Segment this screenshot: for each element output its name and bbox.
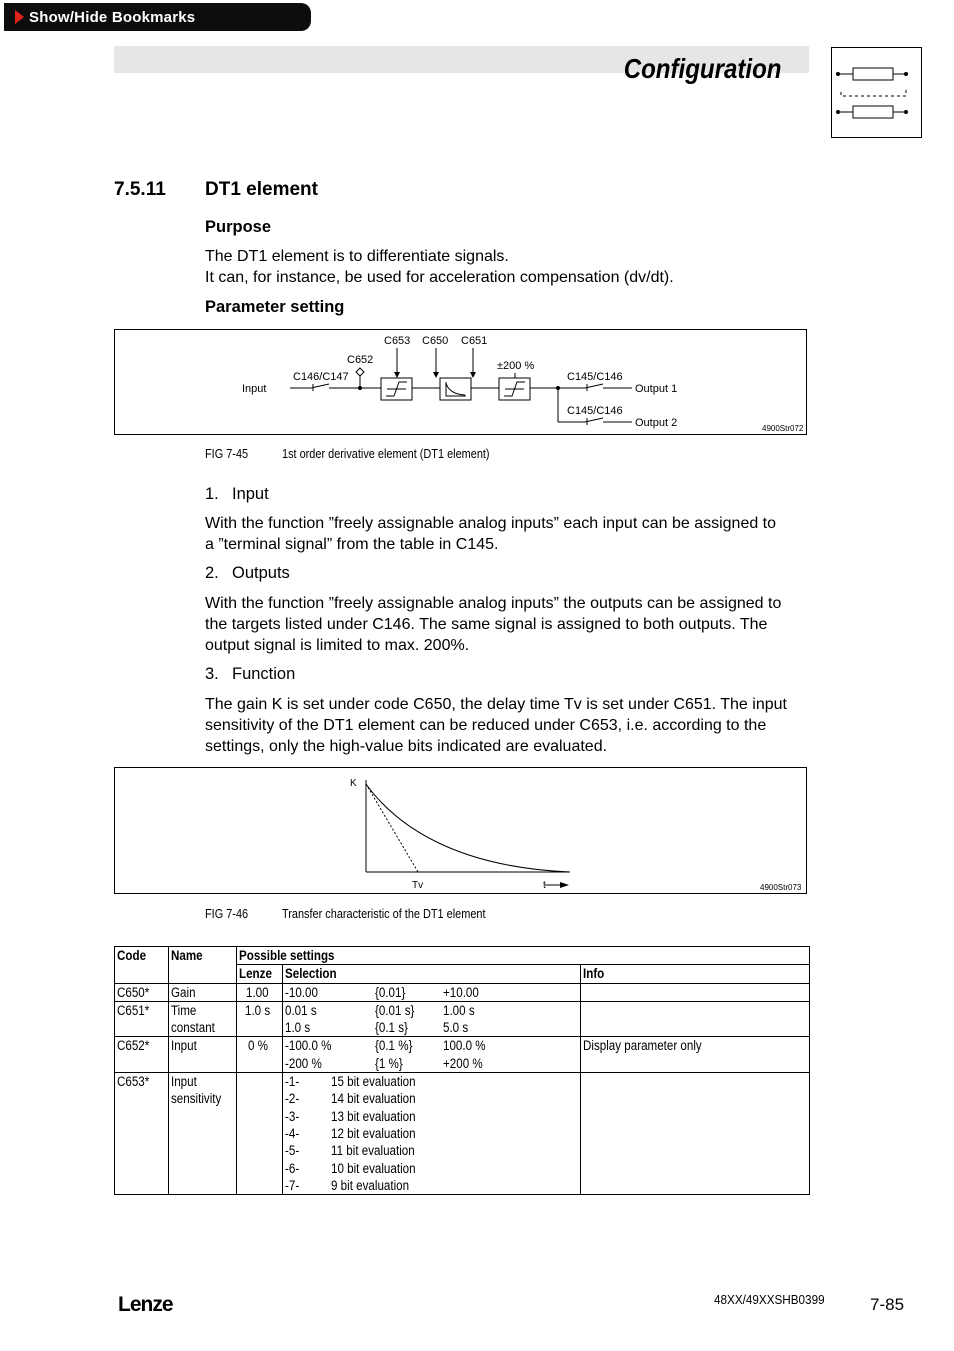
header-info: Info bbox=[580, 965, 809, 983]
purpose-text bbox=[205, 246, 809, 288]
header-lenze: Lenze bbox=[236, 965, 282, 983]
figure-caption-text: Transfer characteristic of the DT1 element bbox=[282, 906, 486, 921]
table-row bbox=[115, 1073, 810, 1195]
c145-c146-label: C145/C146 bbox=[567, 371, 623, 383]
purpose-heading: Purpose bbox=[205, 218, 272, 236]
tv-label: Tv bbox=[412, 880, 424, 891]
table-row bbox=[115, 1037, 810, 1073]
section-number: 7.5.11 bbox=[114, 179, 166, 200]
pm200-label: ±200 % bbox=[497, 360, 535, 372]
triangle-right-icon bbox=[15, 10, 24, 24]
name-cell: Time constant bbox=[168, 1001, 236, 1037]
c145-c146-label: C145/C146 bbox=[567, 405, 623, 417]
info-cell bbox=[580, 1001, 809, 1037]
figure-ref: 4900Str073 bbox=[760, 883, 802, 892]
lenze-cell: 0 % bbox=[236, 1037, 282, 1073]
step-heading bbox=[205, 665, 295, 684]
transfer-characteristic-figure bbox=[114, 767, 807, 894]
text-line: a ”terminal signal” from the table in C145. bbox=[205, 536, 499, 553]
figure-ref: 4900Str072 bbox=[762, 424, 804, 433]
table-row bbox=[115, 983, 810, 1001]
step-title: Input bbox=[232, 485, 269, 503]
figure-caption-number: FIG 7-45 bbox=[205, 446, 249, 461]
step-text bbox=[205, 694, 809, 757]
selection-cell: 0.01 s {0.01 s} 1.00 s 1.0 s {0.1 s} 5.0 s bbox=[282, 1001, 580, 1037]
text-line: sensitivity of the DT1 element can be reduced under C653, i.e. according to the bbox=[205, 717, 767, 734]
selection-cell: -1- 15 bit evaluation -2- 14 bit evaluation -3- 13 bit evaluation -4- 12 bit evaluation -5- 11 bit evaluation -6- 10 bit evaluation -7- 9 bit evaluation bbox=[282, 1073, 580, 1195]
figure-caption-number: FIG 7-46 bbox=[205, 906, 249, 921]
c650-label: C650 bbox=[422, 335, 449, 347]
input-label: Input bbox=[242, 383, 267, 395]
step-heading bbox=[205, 485, 269, 504]
text-line: output signal is limited to max. 200%. bbox=[205, 637, 470, 654]
c652-label: C652 bbox=[347, 354, 374, 366]
text-line: the targets listed under C146. The same signal is assigned to both outputs. The bbox=[205, 616, 768, 633]
c146-c147-label: C146/C147 bbox=[293, 371, 349, 383]
code-cell: C650* bbox=[115, 983, 169, 1001]
k-axis-label: K bbox=[350, 778, 357, 789]
header-possible-settings: Possible settings bbox=[236, 947, 809, 965]
bookmarks-label: Show/Hide Bookmarks bbox=[29, 8, 196, 26]
output-1-label: Output 1 bbox=[635, 383, 678, 395]
info-cell bbox=[580, 1073, 809, 1195]
header-code: Code bbox=[115, 947, 169, 984]
lenze-cell: 1.00 bbox=[236, 983, 282, 1001]
selection-cell: -10.00 {0.01} +10.00 bbox=[282, 983, 580, 1001]
figure-caption-text: 1st order derivative element (DT1 element) bbox=[282, 446, 490, 461]
name-cell: Input bbox=[168, 1037, 236, 1073]
lenze-cell: 1.0 s bbox=[236, 1001, 282, 1037]
show-hide-bookmarks-button[interactable] bbox=[4, 3, 311, 31]
step-number: 3. bbox=[205, 665, 219, 683]
name-cell: Gain bbox=[168, 983, 236, 1001]
page-number: 7-85 bbox=[870, 1295, 905, 1314]
section-title: DT1 element bbox=[205, 179, 318, 200]
code-cell: C653* bbox=[115, 1073, 169, 1195]
lenze-cell bbox=[236, 1073, 282, 1195]
info-cell bbox=[580, 983, 809, 1001]
chapter-title: Configuration bbox=[624, 53, 782, 84]
step-text bbox=[205, 593, 809, 656]
parameter-table bbox=[114, 946, 810, 1195]
text-line: With the function ”freely assignable analog inputs” each input can be assigned to bbox=[205, 515, 777, 532]
c651-label: C651 bbox=[461, 335, 488, 347]
purpose-line: The DT1 element is to differentiate signals. bbox=[205, 248, 509, 265]
output-2-label: Output 2 bbox=[635, 417, 678, 429]
info-cell: Display parameter only bbox=[580, 1037, 809, 1073]
step-title: Outputs bbox=[232, 564, 290, 582]
lenze-logo: Lenze bbox=[118, 1293, 173, 1316]
text-line: settings, only the high-value bits indicated are evaluated. bbox=[205, 738, 608, 755]
name-cell: Input sensitivity bbox=[168, 1073, 236, 1195]
purpose-line: It can, for instance, be used for acceleration compensation (dv/dt). bbox=[205, 269, 674, 286]
dt1-block-diagram bbox=[114, 329, 807, 435]
t-axis-label: t bbox=[543, 880, 546, 891]
code-cell: C651* bbox=[115, 1001, 169, 1037]
code-cell: C652* bbox=[115, 1037, 169, 1073]
step-number: 1. bbox=[205, 485, 219, 503]
step-heading bbox=[205, 564, 290, 583]
parameter-setting-heading: Parameter setting bbox=[205, 298, 345, 316]
header-selection: Selection bbox=[282, 965, 580, 983]
configuration-icon bbox=[831, 47, 922, 138]
step-title: Function bbox=[232, 665, 296, 683]
selection-cell: -100.0 % {0.1 %} 100.0 % -200 % {1 %} +200 % bbox=[282, 1037, 580, 1073]
step-text bbox=[205, 513, 809, 555]
table-row bbox=[115, 1001, 810, 1037]
c653-label: C653 bbox=[384, 335, 411, 347]
document-number: 48XX/49XXSHB0399 bbox=[714, 1292, 825, 1307]
step-number: 2. bbox=[205, 564, 219, 582]
text-line: The gain K is set under code C650, the delay time Tv is set under C651. The input bbox=[205, 696, 787, 713]
header-name: Name bbox=[168, 947, 236, 984]
text-line: With the function ”freely assignable analog inputs” the outputs can be assigned to bbox=[205, 595, 782, 612]
